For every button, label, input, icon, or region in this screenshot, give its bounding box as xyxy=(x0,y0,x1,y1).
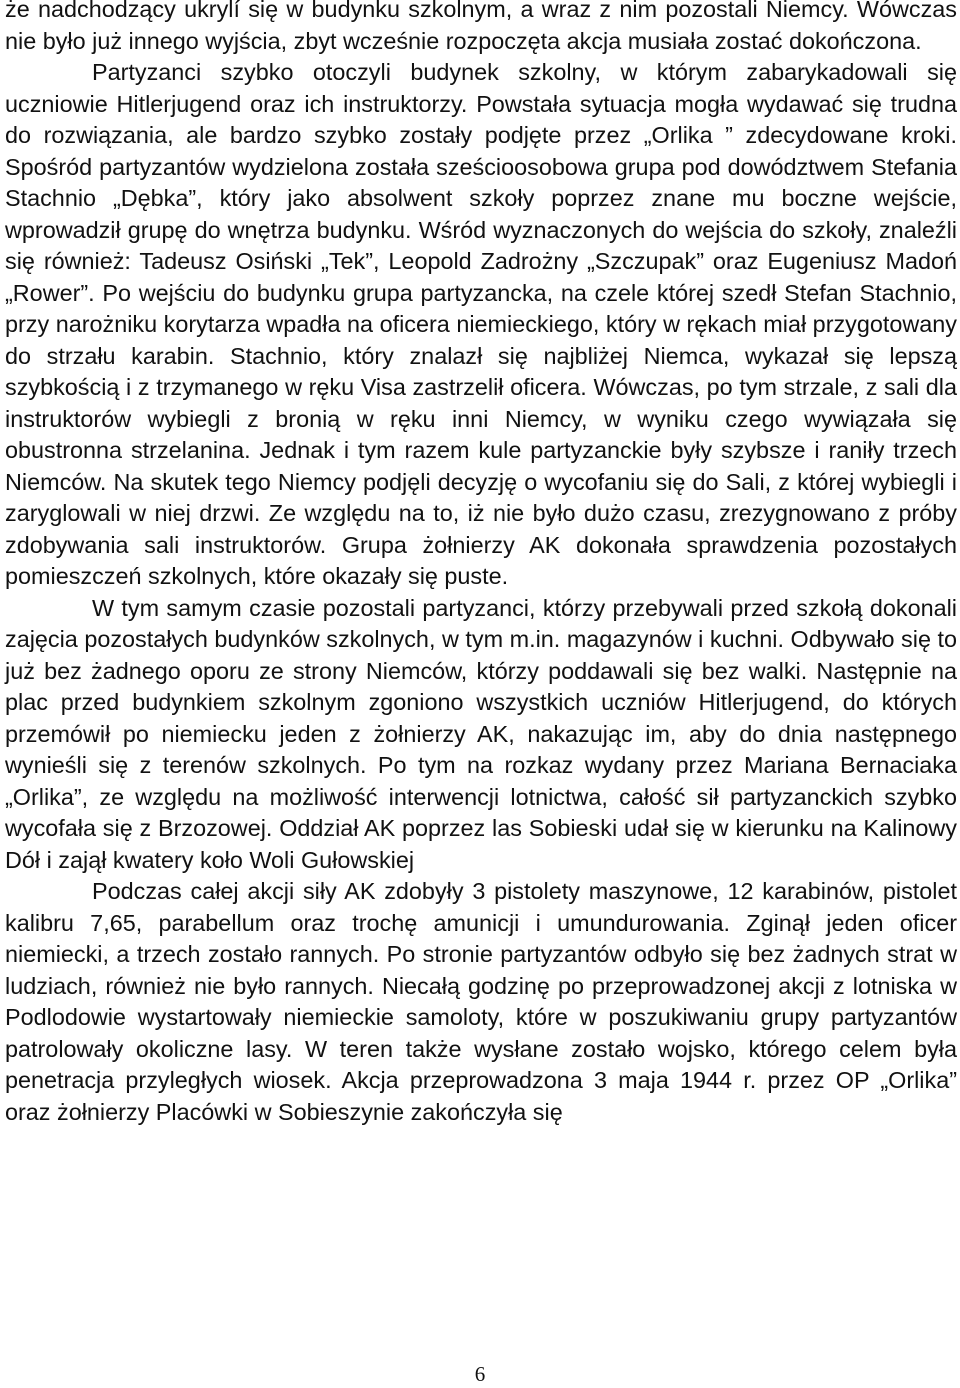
paragraph-other-partisans: W tym samym czasie pozostali partyzanci, którzy przebywali przed szkołą dokonali zajęcia pozostałych budynków szkolnych, w tym m.in. magazynów i kuchni. Odbywało się to już bez żadnego oporu ze strony Niemców, którzy poddawali się bez walki. Następnie na plac przed budynkiem szkolnym zgoniono wszystkich uczniów Hitlerjugend, do których przemówił po niemiecku jeden z żołnierzy AK, nakazując im, aby do dnia następnego wynieśli się z terenów szkolnych. Po tym na rozkaz wydany przez Mariana Bernaciaka „Orlika”, ze względu na możliwość interwencji lotnictwa, całość sił partyzanckich szybko wycofała się z Brzozowej. Oddział AK poprzez las Sobieski udał się w kierunku na Kalinowy Dół i zajął kwatery koło Woli Gułowskiej xyxy=(5,594,957,873)
paragraph-action-summary: Podczas całej akcji siły AK zdobyły 3 pistolety maszynowe, 12 karabinów, pistolet kalibru 7,65, parabellum oraz trochę amunicji i umundurowania. Zginął jeden oficer niemiecki, a trzech zostało rannych. Po stronie partyzantów odbyło się bez żadnych strat w ludziach, również nie było rannych. Niecałą godzinę po przeprowadzonej akcji z lotniska w Podlodowie wystartowały niemieckie samoloty, które w poszukiwaniu grupy partyzantów patrolowały okoliczne lasy. W teren także wysłane zostało wojsko, którego celem była penetracja przyległych wiosek. Akcja przeprowadzona 3 maja 1944 r. przez OP „Orlika” oraz żołnierzy Placówki w Sobieszynie zakończyła się xyxy=(5,878,957,1125)
paragraph-school-assault: Partyzanci szybko otoczyli budynek szkolny, w którym zabarykadowali się uczniowie Hitlerjugend oraz ich instruktorzy. Powstała sytuacja mogła wydawać się trudna do rozwiązania, ale bardzo szybko zostały podjęte przez „Orlika ” zdecydowane kroki. Spośród partyzantów wydzielona została sześcioosobowa grupa pod dowództwem Stefania Stachnio „Dębka”, który jako absolwent szkoły poprzez znane mu boczne wejście, wprowadził grupę do wnętrza budynku. Wśród wyznaczonych do wejścia do szkoły, znaleźli się również: Tadeusz Osiński „Tek”, Leopold Zadrożny „Szczupak” oraz Eugeniusz Madoń „Rower”. Po wejściu do budynku grupa partyzancka, na czele której szedł Stefan Stachnio, przy narożniku korytarza wpadła na oficera niemieckiego, który w rękach miał przygotowany do strzału karabin. Stachnio, który znalazł się najbliżej Niemca, wykazał się lepszą szybkością i z trzymanego w ręku Visa zastrzelił oficera. Wówczas, po tym strzale, z sali dla instruktorów wybiegli z bronią w ręku inni Niemcy, w wyniku czego wywiązała się obustronna strzelanina. Jednak i tym razem kule partyzanckie były szybsze i raniły trzech Niemców. Na skutek tego Niemcy podjęli decyzję o wycofaniu się do Sali, z której wybiegli i zaryglowali w niej drzwi. Ze względu na to, iż nie było dużo czasu, zrezygnowano z próby zdobywania sali instruktorów. Grupa żołnierzy AK dokonała sprawdzenia pozostałych pomieszczeń szkolnych, które okazały się puste. xyxy=(5,59,957,589)
paragraph-continuation: że nadchodzący ukrylí się w budynku szkolnym, a wraz z nim pozostali Niemcy. Wówczas nie było już innego wyjścia, zbyt wcześnie rozpoczęta akcja musiała zostać dokończona. xyxy=(5,0,957,54)
document-body xyxy=(5,0,957,1128)
page-number: 6 xyxy=(474,1362,486,1386)
